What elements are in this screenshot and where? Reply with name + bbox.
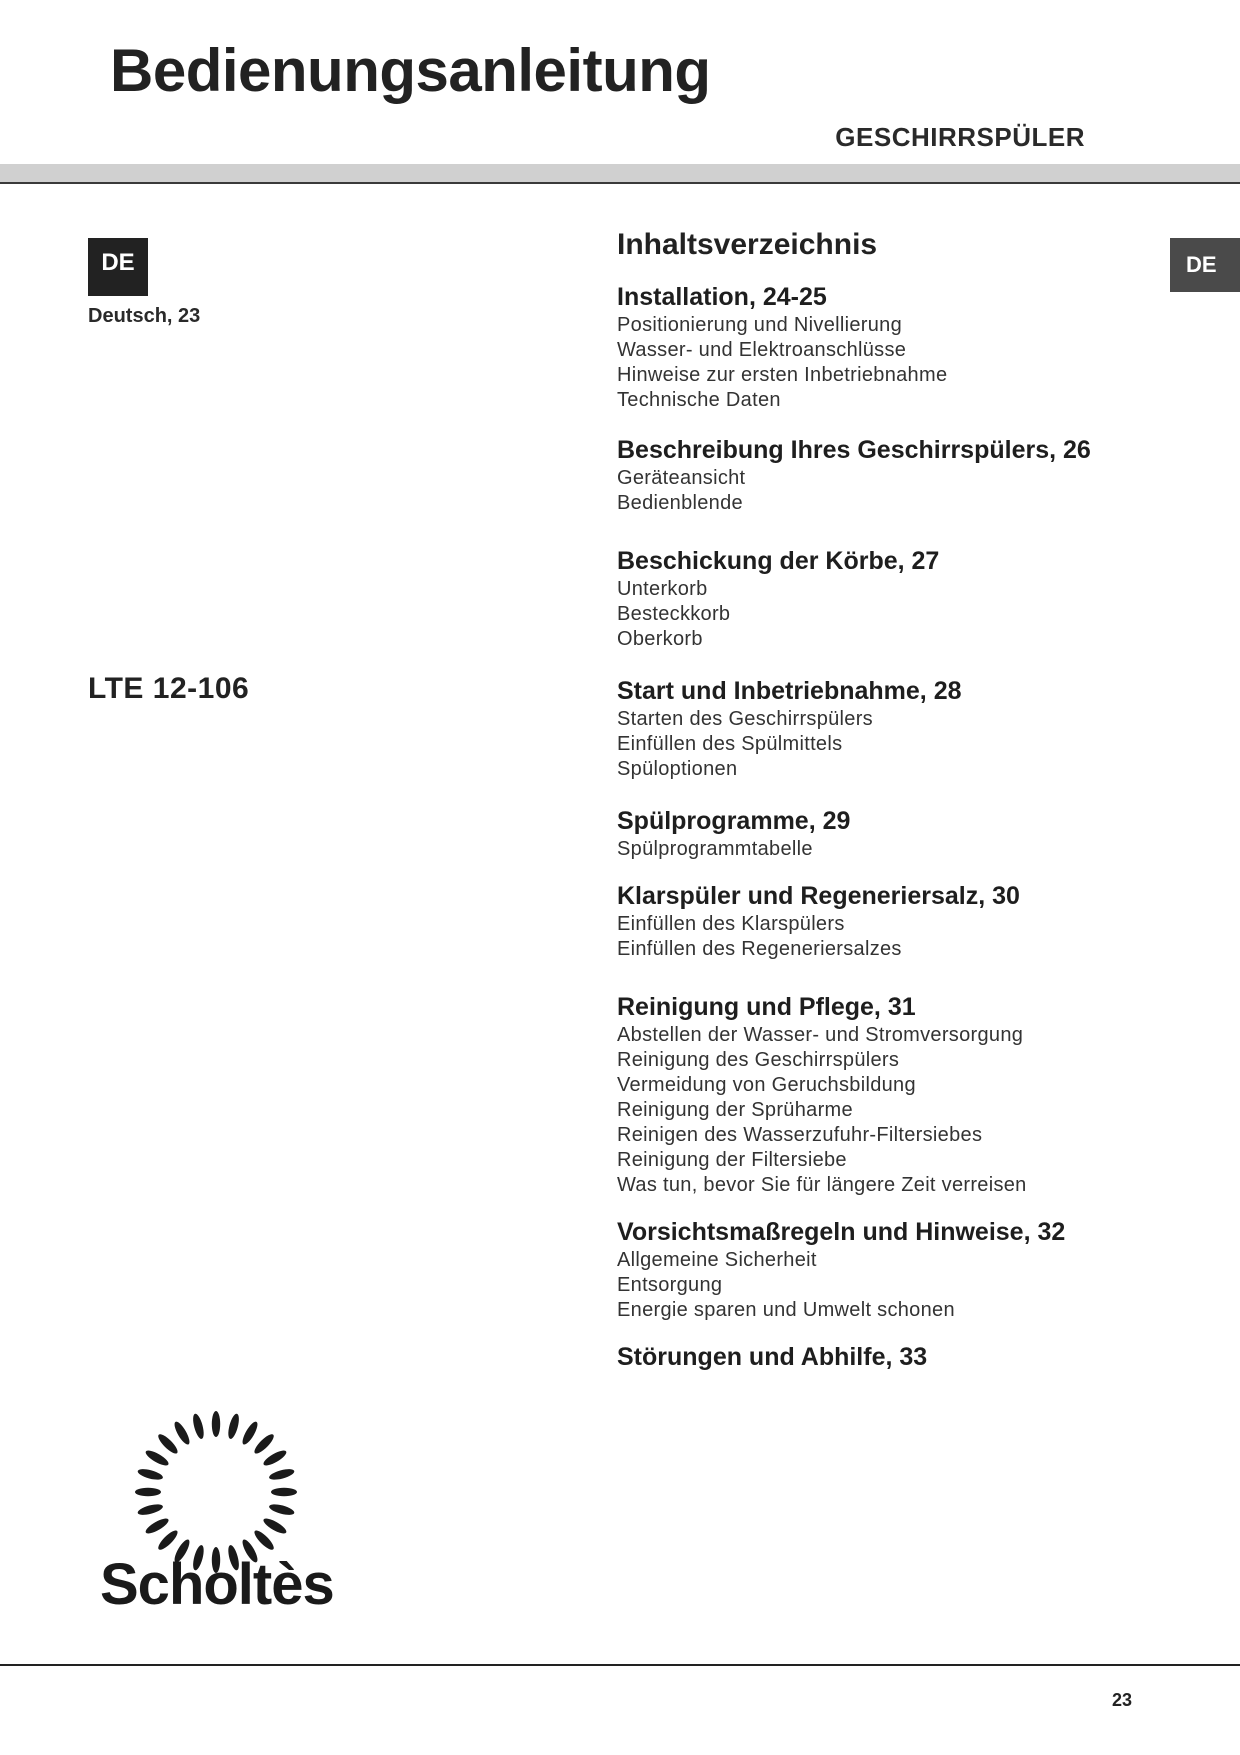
toc-section <box>617 675 1137 782</box>
sun-ray <box>268 1502 295 1517</box>
toc-item: Hinweise zur ersten Inbetriebnahme <box>617 364 948 386</box>
sun-ray <box>240 1420 260 1447</box>
toc-section <box>617 281 1137 413</box>
toc-item: Wasser- und Elektroanschlüsse <box>617 339 907 361</box>
toc-title: Inhaltsverzeichnis <box>617 228 878 261</box>
toc-item: Spülprogrammtabelle <box>617 838 813 860</box>
sun-ray <box>156 1528 180 1552</box>
toc-section-heading: Klarspüler und Regeneriersalz, 30 <box>617 882 1020 910</box>
page-number: 23 <box>1111 1690 1132 1710</box>
toc-item: Reinigung des Geschirrspülers <box>617 1049 900 1071</box>
sun-ray <box>156 1432 180 1456</box>
sun-ray <box>212 1411 220 1437</box>
sun-ray <box>172 1420 192 1447</box>
toc-item: Reinigen des Wasserzufuhr-Filtersiebes <box>617 1124 983 1146</box>
document-title: Bedienungsanleitung <box>110 37 711 104</box>
toc-item: Geräteansicht <box>617 467 746 489</box>
toc-item: Vermeidung von Geruchsbildung <box>617 1074 916 1096</box>
sun-ray <box>271 1488 297 1496</box>
sun-ray <box>252 1528 276 1552</box>
sun-ray <box>144 1516 171 1536</box>
sun-ray <box>191 1413 206 1440</box>
language-badge: DE <box>88 238 148 296</box>
table-of-contents <box>617 228 1137 1373</box>
product-type-label: GESCHIRRSPÜLER <box>835 122 1085 152</box>
toc-section <box>617 991 1137 1198</box>
sun-ray <box>135 1488 161 1496</box>
toc-item: Bedienblende <box>617 492 743 514</box>
toc-item: Technische Daten <box>617 389 781 411</box>
sun-ray <box>252 1432 276 1456</box>
sun-ray <box>137 1502 164 1517</box>
toc-section-heading: Beschreibung Ihres Geschirrspülers, 26 <box>617 436 1091 464</box>
toc-item: Oberkorb <box>617 628 703 650</box>
sun-ray <box>137 1467 164 1482</box>
toc-section-heading: Beschickung der Körbe, 27 <box>617 547 940 575</box>
toc-section <box>617 805 1137 862</box>
toc-item: Allgemeine Sicherheit <box>617 1249 817 1271</box>
sun-ray <box>144 1448 171 1468</box>
language-page-label: Deutsch, 23 <box>88 305 201 327</box>
toc-item: Positionierung und Nivellierung <box>617 314 903 336</box>
toc-item: Starten des Geschirrspülers <box>617 708 873 730</box>
sun-ray <box>226 1413 241 1440</box>
brand-name: Scholtès <box>100 1552 334 1617</box>
toc-item: Reinigung der Sprüharme <box>617 1099 853 1121</box>
toc-item: Entsorgung <box>617 1274 723 1296</box>
toc-section-heading: Reinigung und Pflege, 31 <box>617 993 916 1021</box>
toc-item: Einfüllen des Klarspülers <box>617 913 845 935</box>
language-side-tab: DE <box>1170 238 1240 292</box>
toc-item: Besteckkorb <box>617 603 731 625</box>
toc-section-heading: Installation, 24-25 <box>617 283 827 311</box>
toc-item: Was tun, bevor Sie für längere Zeit verreisen <box>617 1174 1027 1196</box>
model-number: LTE 12-106 <box>88 672 250 705</box>
sun-ray <box>268 1467 295 1482</box>
toc-section <box>617 880 1137 962</box>
toc-item: Abstellen der Wasser- und Stromversorgung <box>617 1024 1024 1046</box>
toc-section-heading: Vorsichtsmaßregeln und Hinweise, 32 <box>617 1218 1066 1246</box>
toc-section-heading: Spülprogramme, 29 <box>617 807 851 835</box>
toc-item: Einfüllen des Spülmittels <box>617 733 843 755</box>
header-divider <box>0 164 1240 184</box>
toc-section <box>617 545 1137 652</box>
toc-item: Energie sparen und Umwelt schonen <box>617 1299 955 1321</box>
toc-item: Einfüllen des Regeneriersalzes <box>617 938 902 960</box>
footer-divider <box>0 1664 1240 1666</box>
toc-section-heading: Störungen und Abhilfe, 33 <box>617 1343 928 1371</box>
toc-section <box>617 434 1137 516</box>
toc-section <box>617 1216 1137 1323</box>
sun-ray <box>262 1448 289 1468</box>
toc-item: Unterkorb <box>617 578 708 600</box>
toc-section <box>617 1341 1137 1373</box>
sun-ray <box>262 1516 289 1536</box>
toc-item: Spüloptionen <box>617 758 738 780</box>
toc-item: Reinigung der Filtersiebe <box>617 1149 847 1171</box>
toc-section-heading: Start und Inbetriebnahme, 28 <box>617 677 962 705</box>
